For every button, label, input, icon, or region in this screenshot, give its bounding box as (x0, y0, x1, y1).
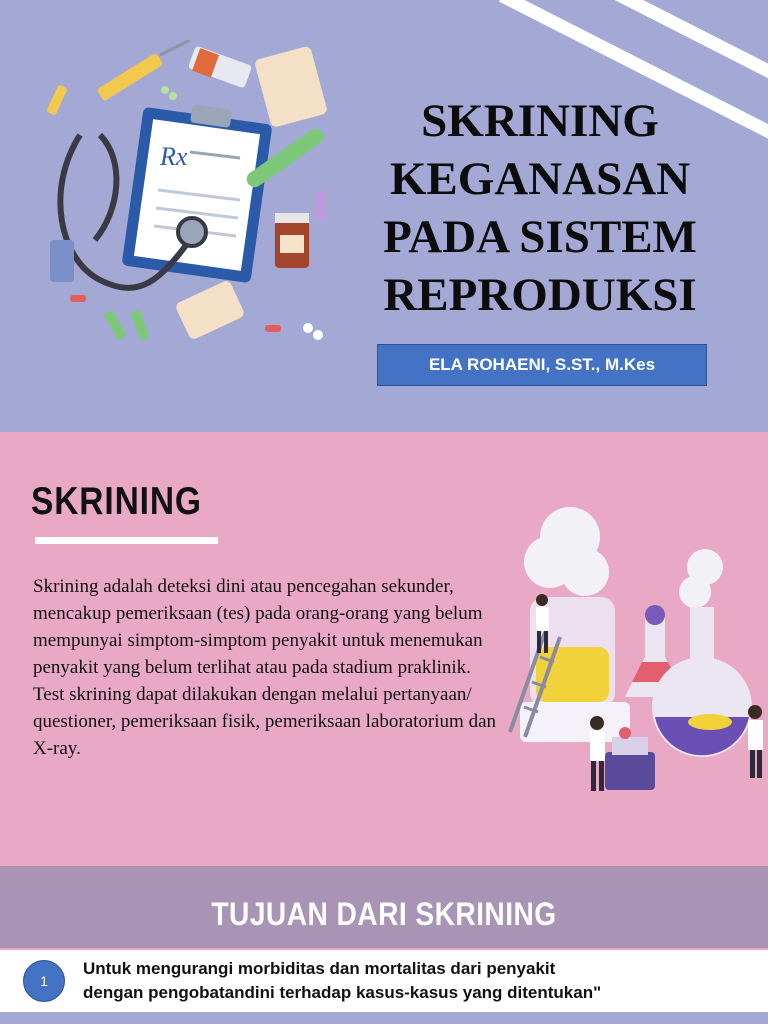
rx-mark: Rx (160, 142, 188, 171)
laboratory-illustration (500, 497, 768, 827)
definition-text: Skrining adalah deteksi dini atau pencegahan sekunder, mencakup pemeriksaan (tes) pada orang-orang yang belum mempunyai simptom-simptom penyakit untuk menemukan penyakit yang belum terlihat atau pada stadium praklinik. Test skrining dapat dilakukan dengan melalui pertanyaan/ questioner, pemeriksaan fisik, pemeriksaan laboratorium dan X-ray. (33, 576, 497, 759)
heading-underline (35, 537, 218, 544)
author-label: ELA ROHAENI, S.ST., M.Kes (377, 344, 707, 386)
title-line: PADA SISTEM (383, 211, 697, 263)
section-heading: SKRINING (31, 480, 202, 523)
item-text-line: dengan pengobatandini terhadap kasus-kasus yang ditentukan" (83, 983, 602, 1002)
goals-heading: TUJUAN DARI SKRINING (211, 896, 557, 932)
list-item (0, 948, 768, 1014)
presentation-title (360, 92, 720, 324)
item-text (83, 957, 723, 1005)
medical-illustration (40, 40, 340, 360)
title-line: KEGANASAN (389, 153, 691, 205)
title-line: REPRODUKSI (383, 269, 697, 321)
definition-slide (0, 432, 768, 866)
item-number-badge: 1 (23, 960, 65, 1002)
title-slide (0, 0, 768, 432)
item-text-line: Untuk mengurangi morbiditas dan mortalitas dari penyakit (83, 959, 556, 978)
goals-banner (0, 866, 768, 948)
bottom-bar (0, 1012, 768, 1024)
title-line: SKRINING (421, 95, 659, 147)
